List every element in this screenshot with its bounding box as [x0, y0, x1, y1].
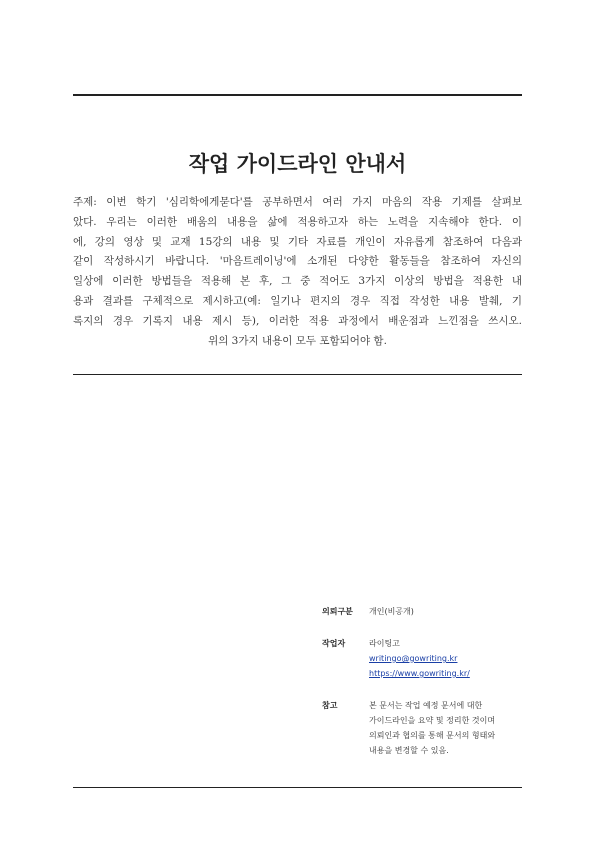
body-line: 록지의 경우 기록지 내용 제시 등), 이러한 적용 과정에서 배운점과 느낀점을 쓰시오. — [73, 314, 522, 327]
classification-label: 의뢰구분 — [322, 607, 353, 616]
middle-rule — [73, 374, 522, 375]
note-line: 내용을 변경할 수 있음. — [369, 746, 449, 755]
note-line: 의뢰인과 협의를 통해 문서의 형태와 — [369, 731, 496, 740]
bottom-rule — [73, 787, 522, 788]
author-details — [369, 636, 522, 681]
body-line: 았다. 우리는 이러한 배움의 내용을 삶에 적용하고자 하는 노력을 지속해야 한다. 이 — [73, 215, 522, 228]
top-rule — [73, 94, 522, 96]
body-line: 에, 강의 영상 및 교재 15강의 내용 및 기타 자료를 개인이 자유롭게 참조하여 다음과 — [73, 235, 522, 248]
note-line: 본 문서는 작업 예정 문서에 대한 — [369, 701, 483, 710]
body-line: 주제: 이번 학기 '심리학에게묻다'를 공부하면서 여러 가지 마음의 작용 기제를 살펴보 — [73, 196, 522, 208]
note-text — [369, 698, 522, 758]
author-website-link[interactable]: https://www.gowriting.kr/ — [369, 669, 470, 678]
note-line: 가이드라인을 요약 및 정리한 것이며 — [369, 716, 496, 725]
note-row — [322, 698, 522, 758]
author-email-link[interactable]: writingo@gowriting.kr — [369, 654, 458, 663]
author-label: 작업자 — [322, 639, 346, 648]
document-info — [322, 604, 522, 775]
classification-value: 개인(비공개) — [369, 607, 414, 616]
note-label: 참고 — [322, 701, 338, 710]
body-line: 용과 결과를 구체적으로 제시하고(예: 일기나 편지의 경우 직접 작성한 내용 발췌, 기 — [73, 294, 522, 307]
body-line: 위의 3가지 내용이 모두 포함되어야 함. — [208, 334, 387, 347]
author-row — [322, 636, 522, 681]
author-name: 라이팅고 — [369, 639, 400, 648]
body-line: 일상에 이러한 방법들을 적용해 본 후, 그 중 적어도 3가지 이상의 방법을 적용한 내 — [73, 275, 522, 288]
document-title: 작업 가이드라인 안내서 — [188, 152, 407, 176]
guideline-body — [73, 193, 522, 351]
body-line: 같이 작성하시기 바랍니다. '마음트레이닝'에 소개된 다양한 활동들을 참조하여 자신의 — [73, 255, 522, 268]
classification-row — [322, 604, 522, 619]
